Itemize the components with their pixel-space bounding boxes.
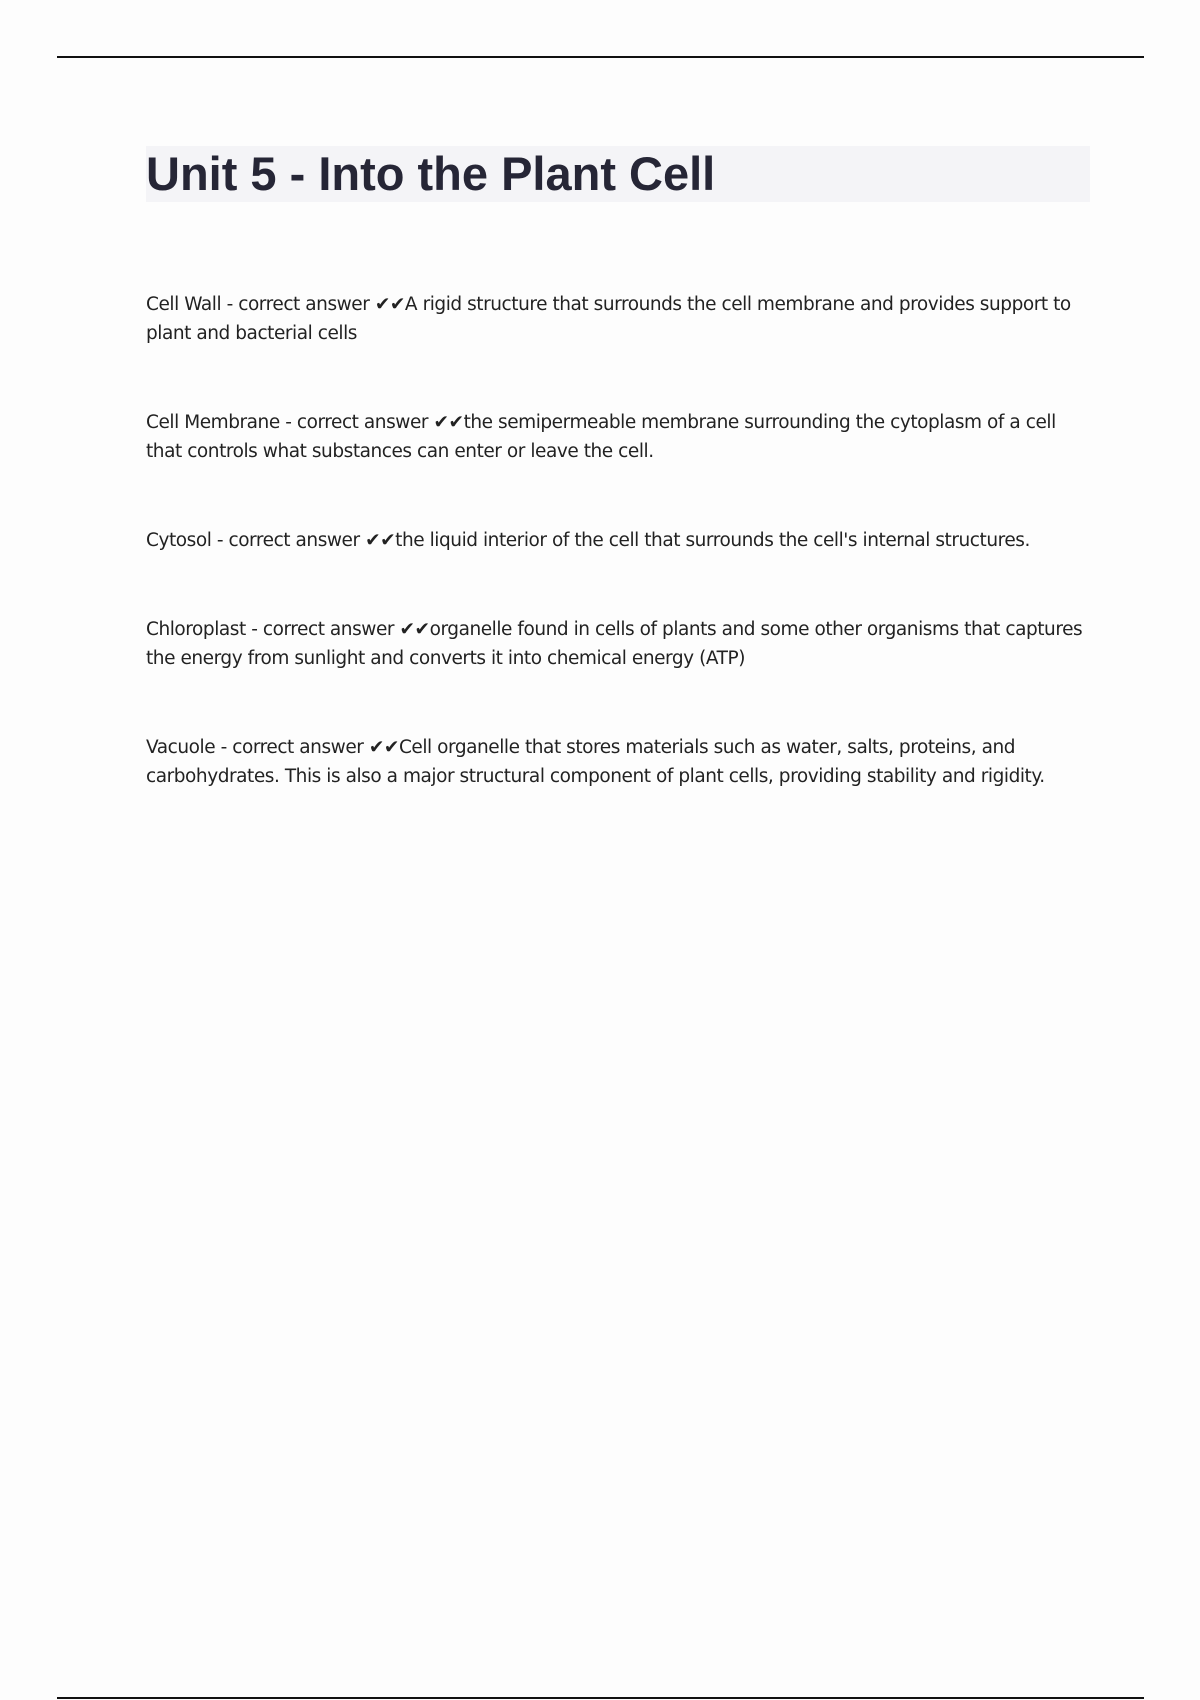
flashcard-entry-vacuole: Vacuole - correct answer ✔✔Cell organelle that stores materials such as water, salts, proteins, and carbohydrates. This is also a major structural component of plant cells, providing stability and rigidity. <box>146 737 1045 787</box>
flashcard-entry-cell-wall: Cell Wall - correct answer ✔✔A rigid structure that surrounds the cell membrane and provides support to plant and bacterial cells <box>146 294 1071 344</box>
header-rule <box>57 56 1144 58</box>
flashcard-entry-cell-membrane: Cell Membrane - correct answer ✔✔the semipermeable membrane surrounding the cytoplasm of a cell that controls what substances can enter or leave the cell. <box>146 412 1056 462</box>
footer-rule <box>57 1697 1144 1699</box>
flashcard-list <box>146 290 1090 851</box>
flashcard-entry-cytosol: Cytosol - correct answer ✔✔the liquid interior of the cell that surrounds the cell's internal structures. <box>146 530 1030 551</box>
page-title: Unit 5 - Into the Plant Cell <box>146 147 716 200</box>
flashcard-entry-chloroplast: Chloroplast - correct answer ✔✔organelle found in cells of plants and some other organisms that captures the energy from sunlight and converts it into chemical energy (ATP) <box>146 619 1083 669</box>
